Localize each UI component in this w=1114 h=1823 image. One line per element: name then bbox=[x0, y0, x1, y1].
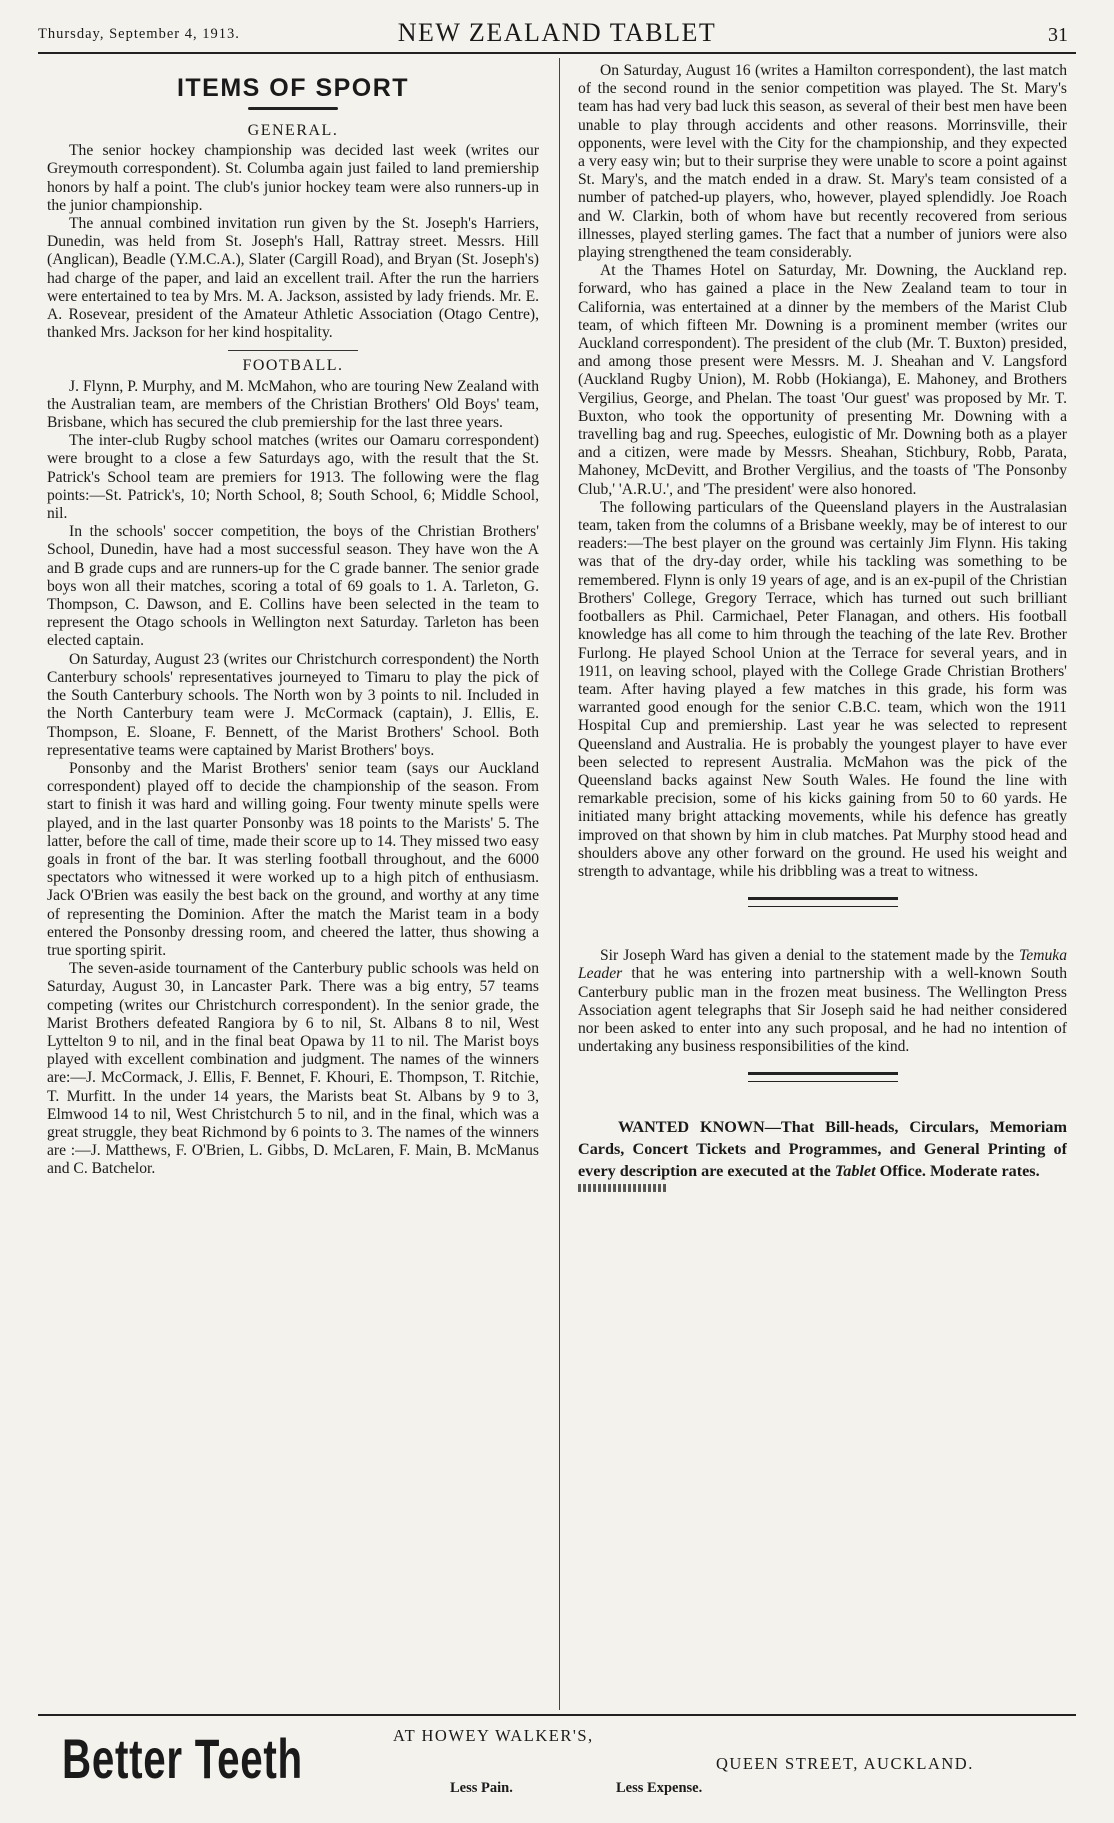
advert-dentist: AT HOWEY WALKER'S, bbox=[393, 1726, 594, 1745]
column-divider bbox=[559, 58, 560, 1710]
notice-text: WANTED KNOWN—That Bill-heads, Circulars, Memoriam Cards, Concert Tickets and Programmes, and General Printing of every description are executed at the bbox=[578, 1118, 1067, 1181]
article-paragraph: On Saturday, August 16 (writes a Hamilton correspondent), the last match of the second round in the senior competition was played. The St. Mary's team has had very bad luck this season, as several of their best men have been unable to play through accidents and other reasons. Morrinsville, their opponents, were level with the City for the championship, and they expected a very easy win; but to their surprise they were unable to score a point against St. Mary's, and the match ended in a draw. St. Mary's team consisted of a number of patched-up players, who, however, played splendidly. Joe Roach and W. Clarkin, both of whom have but recently recovered from serious illnesses, played sterling games. The fact that a number of juniors were also playing strengthened the team considerably. bbox=[578, 62, 1067, 262]
left-column bbox=[47, 62, 539, 1712]
advert-less-pain: Less Pain. bbox=[450, 1780, 513, 1796]
article-paragraph: On Saturday, August 23 (writes our Christchurch correspondent) the North Canterbury schools' representatives journeyed to Timaru to play the pick of the South Canterbury schools. The North won by 3 points to nil. Included in the North Canterbury team were J. McCormack (captain), J. Ellis, E. Thompson, E. Sloane, F. Bennett, of the Marist Brothers' School. Both representative teams were captained by Marist Brothers' boys. bbox=[47, 650, 539, 759]
article-paragraph: J. Flynn, P. Murphy, and M. McMahon, who are touring New Zealand with the Australian team, are members of the Christian Brothers' Old Boys' team, Brisbane, which has secured the club premiership for the last three years. bbox=[47, 377, 539, 432]
football-heading: FOOTBALL. bbox=[242, 357, 344, 375]
printer-stamp bbox=[578, 1184, 668, 1192]
article-paragraph: The following particulars of the Queensland players in the Australasian team, taken from the columns of a Brisbane weekly, may be of interest to our readers:—The best player on the ground was certainly Jim Flynn. His taking was that of the dry-day order, while his tackling was something to be remembered. Flynn is only 19 years of age, and is an ex-pupil of the Christian Brothers' College, Gregory Terrace, which has turned out such brilliant footballers as Phil. Carmichael, Peter Flanagan, and others. His football knowledge has all come to him through the teaching of the late Rev. Brother Furlong. He played School Union at the Terrace for several years, and in 1911, on leaving school, played with the College Grade Christian Brothers' team. After having played a few matches in this grade, his form was warranted good enough for the senior C.B.C. team, which won the 1911 Hospital Cup and premiership. Last year he was selected to represent Queensland and Australia. He is probably the youngest player to have ever been selected to represent Australia. McMahon was the pick of the Queensland backs against New South Wales. He found the line with remarkable precision, some of his kicks gaining from 50 to 60 yards. He initiated many bright attacking movements, while his defence has greatly improved on that shown by him in club matches. Pat Murphy stood head and shoulders above any other forward on the ground. He used his weight and strength to advantage, while his dribbling was a treat to witness. bbox=[578, 498, 1067, 880]
issue-date: Thursday, September 4, 1913. bbox=[38, 26, 240, 42]
article-paragraph: In the schools' soccer competition, the boys of the Christian Brothers' School, Dunedin, have had a most successful season. They have won the A and B grade cups and are runners-up for the C grade banner. The senior grade boys won all their matches, scoring a total of 69 goals to 1. A. Tarleton, G. Thompson, C. Dawson, and E. Collins have been selected in the team to represent the Otago schools in Wellington next Saturday. Tarleton has been elected captain. bbox=[47, 523, 539, 650]
page-number: 31 bbox=[1048, 24, 1068, 46]
article-divider bbox=[748, 897, 898, 907]
title-ornament bbox=[248, 107, 338, 110]
advert-headline: Better Teeth bbox=[62, 1727, 303, 1790]
advert-less-expense: Less Expense. bbox=[616, 1780, 703, 1796]
article-divider bbox=[748, 1072, 898, 1082]
ward-paragraph bbox=[578, 947, 1067, 1056]
article-paragraph: The annual combined invitation run given by the St. Joseph's Harriers, Dunedin, was held from St. Joseph's Hall, Rattray street. Messrs. Hill (Anglican), Beadle (Y.M.C.A.), Slater (Cargill Road), and Bryan (St. Joseph's) had charge of the paper, and laid an excellent trail. After the run the harriers were entertained to tea by Mrs. M. A. Jackson, assisted by lady friends. Mr. E. A. Rosevear, president of the Amateur Athletic Association (Otago Centre), thanked Mrs. Jackson for her kind hospitality. bbox=[47, 215, 539, 342]
section-title: ITEMS OF SPORT bbox=[176, 74, 410, 102]
article-paragraph: The senior hockey championship was decided last week (writes our Greymouth correspondent). St. Columba again just failed to land premiership honors by half a point. The club's junior hockey team were also runners-up in the junior championship. bbox=[47, 142, 539, 214]
ward-text: Sir Joseph Ward has given a denial to the statement made by the bbox=[600, 947, 1020, 965]
section-divider bbox=[228, 350, 358, 351]
article-paragraph: Ponsonby and the Marist Brothers' senior team (says our Auckland correspondent) played off to decide the championship of the season. From start to finish it was hard and willing going. Four twenty minute spells were played, and in the last quarter Ponsonby was 18 points to the Marists' 5. The latter, before the call of time, made their score up to 14. They missed two easy goals in front of the bar. It was sterling football throughout, and the 6000 spectators who witnessed it were worked up to a high pitch of enthusiasm. Jack O'Brien was easily the best back on the ground, and worthy at any time of representing the Dominion. After the match the Marist team in a body entered the Ponsonby dressing room, and cheered the latter, thus showing a true sporting spirit. bbox=[47, 759, 539, 959]
masthead: NEW ZEALAND TABLET bbox=[397, 18, 717, 47]
ward-text: that he was entering into partnership with a well-known South Canterbury public man in the frozen meat business. The Wellington Press Association agent telegraphs that Sir Joseph said he had neither considered nor been asked to enter into any such proposal, and he had no intention of undertaking any business responsibilities of the kind. bbox=[578, 965, 1067, 1056]
advert-rule bbox=[38, 1714, 1076, 1716]
article-paragraph: The seven-aside tournament of the Canterbury public schools was held on Saturday, August 30, in Lancaster Park. There was a big entry, 57 teams competing (writes our Christchurch correspondent). In the senior grade, the Marist Brothers defeated Rangiora by 6 to nil, St. Albans 8 to nil, West Lyttelton 9 to nil, and in the final beat Opawa by 11 to nil. The Marist boys played with excellent combination and judgment. The names of the winners are:—J. McCormack, J. Ellis, F. Bennet, F. Khouri, E. Thompson, T. Ritchie, T. Murfitt. In the under 14 years, the Marists beat St. Albans by 9 to 3, Elmwood 14 to nil, West Christchurch 5 to nil, and in the final, which was a great struggle, they beat Richmond by 6 points to 3. The names of the winners are :—J. Matthews, F. O'Brien, L. Gibbs, D. McLaren, F. Main, B. McManus and C. Batchelor. bbox=[47, 960, 539, 1178]
wanted-notice bbox=[578, 1116, 1067, 1182]
advertisement bbox=[38, 1720, 1076, 1815]
page-header bbox=[38, 18, 1076, 48]
article-paragraph: At the Thames Hotel on Saturday, Mr. Downing, the Auckland rep. forward, who has gained a place in the New Zealand team to tour in California, was entertained at a dinner by the members of the Marist Club team, of which fifteen Mr. Downing is a prominent member (writes our Auckland correspondent). The president of the club (Mr. T. Buxton) presided, and among those present were Messrs. M. J. Sheahan and V. Langsford (Auckland Rugby Union), M. Robb (Hokianga), E. Mahoney, and Brothers Vergilius, George, and Phelan. The toast 'Our guest' was proposed by Mr. T. Buxton, who took the opportunity of presenting Mr. Downing with a travelling bag and rug. Speeches, eulogistic of Mr. Downing both as a player and a citizen, were made by Messrs. Sheahan, Stichbury, Robb, Parata, Mahoney, McDevitt, and Brother Vergilius, and the toasts of 'The Ponsonby Club,' 'A.R.U.', and 'The president' were also honored. bbox=[578, 262, 1067, 498]
article-paragraph: The inter-club Rugby school matches (writes our Oamaru correspondent) were brought to a close a few Saturdays ago, with the result that the St. Patrick's School team are premiers for 1913. The following were the flag points:—St. Patrick's, 10; North School, 8; South School, 6; Middle School, nil. bbox=[47, 432, 539, 523]
tablet-name: Tablet bbox=[834, 1162, 876, 1181]
notice-text: Office. Moderate rates. bbox=[875, 1162, 1040, 1181]
header-rule bbox=[38, 52, 1076, 54]
advert-address: QUEEN STREET, AUCKLAND. bbox=[716, 1754, 974, 1773]
publication-name: Temuka Leader bbox=[578, 947, 1067, 983]
right-column bbox=[578, 62, 1067, 1712]
general-heading: GENERAL. bbox=[247, 122, 339, 139]
